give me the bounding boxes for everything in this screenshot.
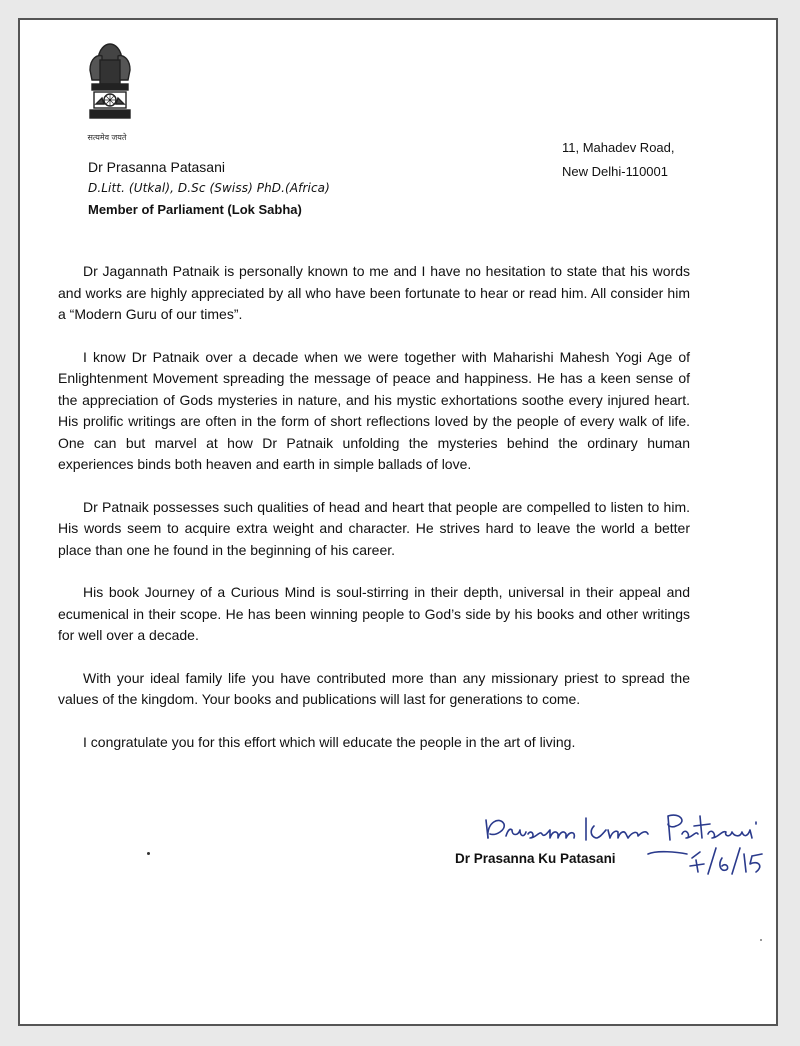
body-paragraph: Dr Jagannath Patnaik is personally known to me and I have no hesitation to state that his words and works are highly appreciated by all who have been fortunate to hear or read him. All consider him a “Modern Guru of our times”. (58, 263, 690, 322)
body-paragraph: I congratulate you for this effort which will educate the people in the art of living. (83, 733, 576, 750)
sender-position: Member of Parliament (Lok Sabha) (88, 202, 302, 217)
handwritten-signature (482, 808, 772, 883)
address-line-2: New Delhi-110001 (562, 164, 668, 179)
body-paragraph: His book Journey of a Curious Mind is soul-stirring in their depth, universal in their appeal and ecumenical in their scope. He has been winning people to God’s side by his books and other writings for well over a decade. (58, 584, 690, 643)
emblem-motto: सत्यमेव जयते (87, 133, 127, 142)
body-paragraph: Dr Patnaik possesses such qualities of head and heart that people are compelled to listen to him. His words seem to acquire extra weight and character. He strives hard to leave the world a better place than one he found in the beginning of his career. (58, 498, 690, 558)
address-line-1: 11, Mahadev Road, (562, 140, 675, 155)
sender-degrees: D.Litt. (Utkal), D.Sc (Swiss) PhD.(Africa) (88, 181, 330, 195)
body-paragraph: I know Dr Patnaik over a decade when we were together with Maharishi Mahesh Yogi Age of Enlightenment Movement spreading the message of peace and happiness. He has a keen sense of the appreciation of Gods mysteries in nature, and his mystic exhortations soothe every injured heart. His prolific writings are often in the form of short reflections loved by the people of every walk of life. One can but marvel at how Dr Patnaik unfolding the mysteries behind the ordinary human experiences binds both heaven and earth in simple ballads of love. (58, 348, 690, 472)
body-paragraph: With your ideal family life you have contributed more than any missionary priest to spread the values of the kingdom. Your books and publications will last for generations to come. (58, 669, 690, 707)
address-block (562, 136, 675, 184)
sender-name: Dr Prasanna Patasani (88, 159, 225, 175)
national-emblem-icon (80, 40, 140, 130)
letter-body (58, 261, 690, 774)
ink-speck (760, 939, 762, 941)
signatory-name: Dr Prasanna Ku Patasani (455, 851, 616, 866)
ink-speck (147, 852, 150, 855)
